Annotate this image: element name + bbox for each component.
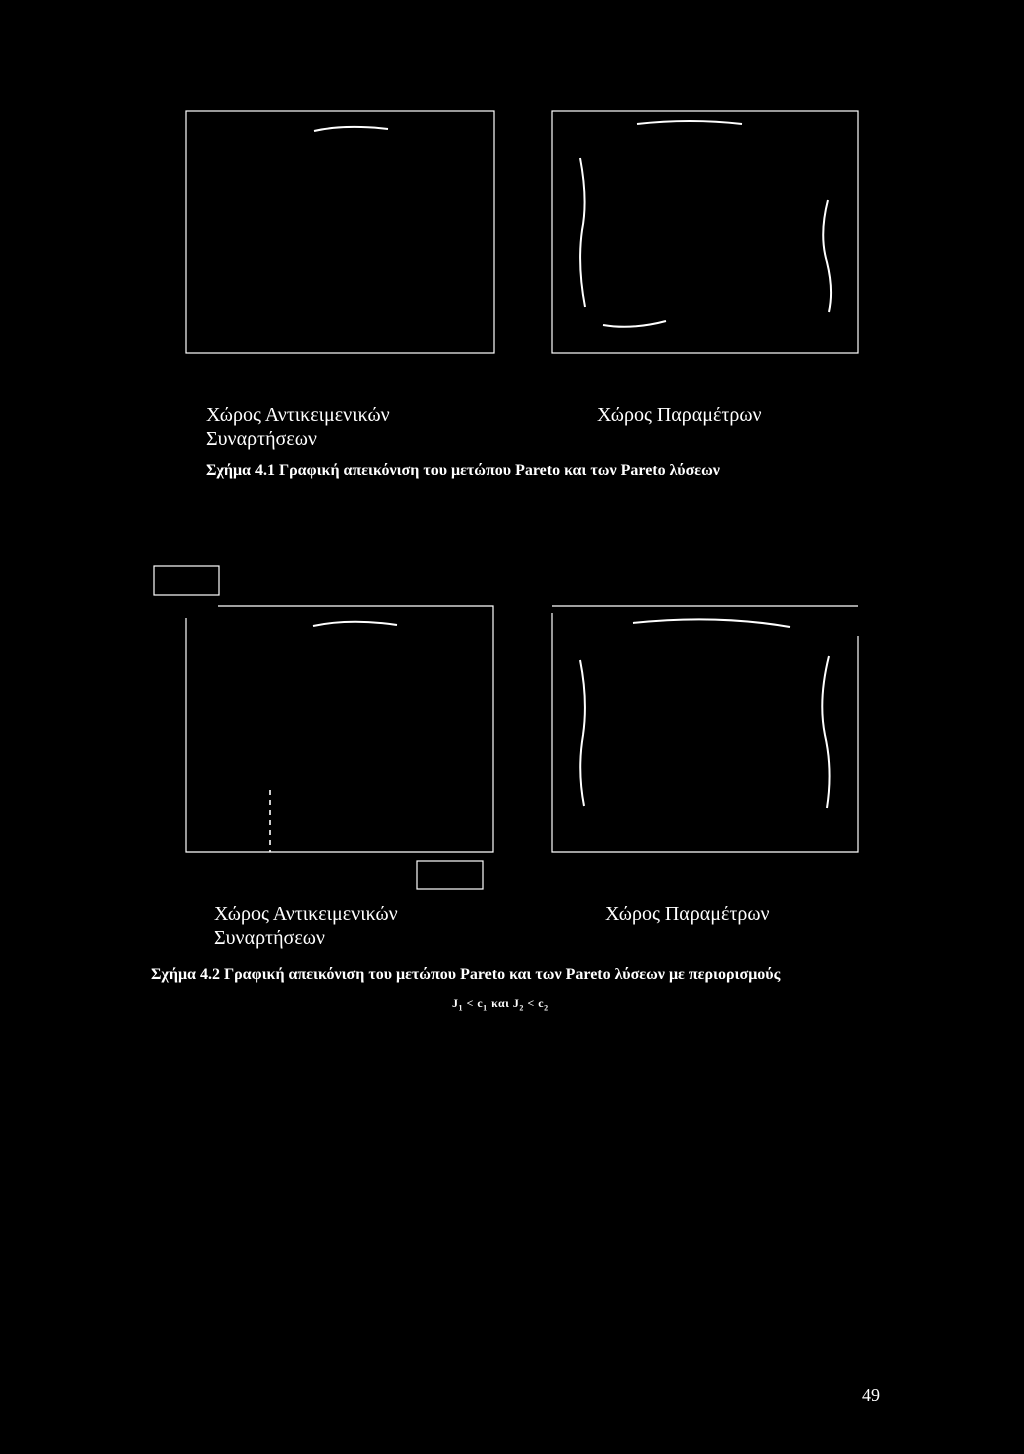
fig2-objective-space-panel bbox=[186, 606, 493, 852]
fig1-top-solution-curve bbox=[637, 121, 742, 124]
fig2-caption: Σχήμα 4.2 Γραφική απεικόνιση του μετώπου Pareto και των Pareto λύσεων με περιορισμούς bbox=[151, 966, 781, 983]
fig2-constraint-formula bbox=[452, 996, 549, 1012]
formula-c2-sub: 2 bbox=[544, 1003, 549, 1013]
fig1-left-label-line2: Συναρτήσεων bbox=[206, 428, 317, 450]
fig1-parameter-space-panel bbox=[552, 111, 858, 353]
fig2-right-frame-sides bbox=[552, 613, 858, 852]
fig2-left-solution-curve bbox=[580, 660, 585, 806]
formula-c2: c bbox=[538, 996, 545, 1010]
formula-lt2: < bbox=[527, 996, 535, 1010]
fig2-left-label-line2: Συναρτήσεων bbox=[214, 927, 325, 949]
fig2-pareto-front-curve bbox=[313, 622, 397, 626]
formula-j2: J bbox=[512, 996, 520, 1010]
fig1-bottom-solution-curve bbox=[603, 321, 666, 327]
fig1-left-label-line1: Χώρος Αντικειμενικών bbox=[206, 404, 390, 426]
fig2-constraint-box-bottom bbox=[417, 861, 483, 889]
fig2-constraint-box-top bbox=[154, 566, 219, 595]
formula-c1-sub: 1 bbox=[483, 1003, 488, 1013]
fig1-objective-space-panel bbox=[186, 111, 494, 353]
formula-and: και bbox=[491, 996, 510, 1010]
fig1-left-frame bbox=[186, 111, 494, 353]
fig1-right-solution-curve bbox=[823, 200, 831, 312]
fig1-caption: Σχήμα 4.1 Γραφική απεικόνιση του μετώπου Pareto και των Pareto λύσεων bbox=[206, 462, 720, 479]
page-number: 49 bbox=[862, 1385, 880, 1405]
fig1-right-label: Χώρος Παραμέτρων bbox=[597, 404, 762, 426]
formula-j1-sub: 1 bbox=[458, 1003, 463, 1013]
fig2-right-label: Χώρος Παραμέτρων bbox=[605, 903, 770, 925]
fig2-top-solution-curve bbox=[633, 619, 790, 627]
fig2-left-label-line1: Χώρος Αντικειμενικών bbox=[214, 903, 398, 925]
fig2-parameter-space-panel bbox=[552, 606, 858, 852]
formula-lt1: < bbox=[466, 996, 474, 1010]
fig2-left-frame bbox=[186, 606, 493, 852]
fig1-left-solution-curve bbox=[580, 158, 585, 307]
fig2-right-solution-curve bbox=[822, 656, 829, 808]
formula-c1: c bbox=[477, 996, 484, 1010]
formula-j2-sub: 2 bbox=[519, 1003, 524, 1013]
fig1-pareto-front-curve bbox=[314, 127, 388, 131]
fig1-right-frame bbox=[552, 111, 858, 353]
formula-j1: J bbox=[452, 996, 459, 1010]
